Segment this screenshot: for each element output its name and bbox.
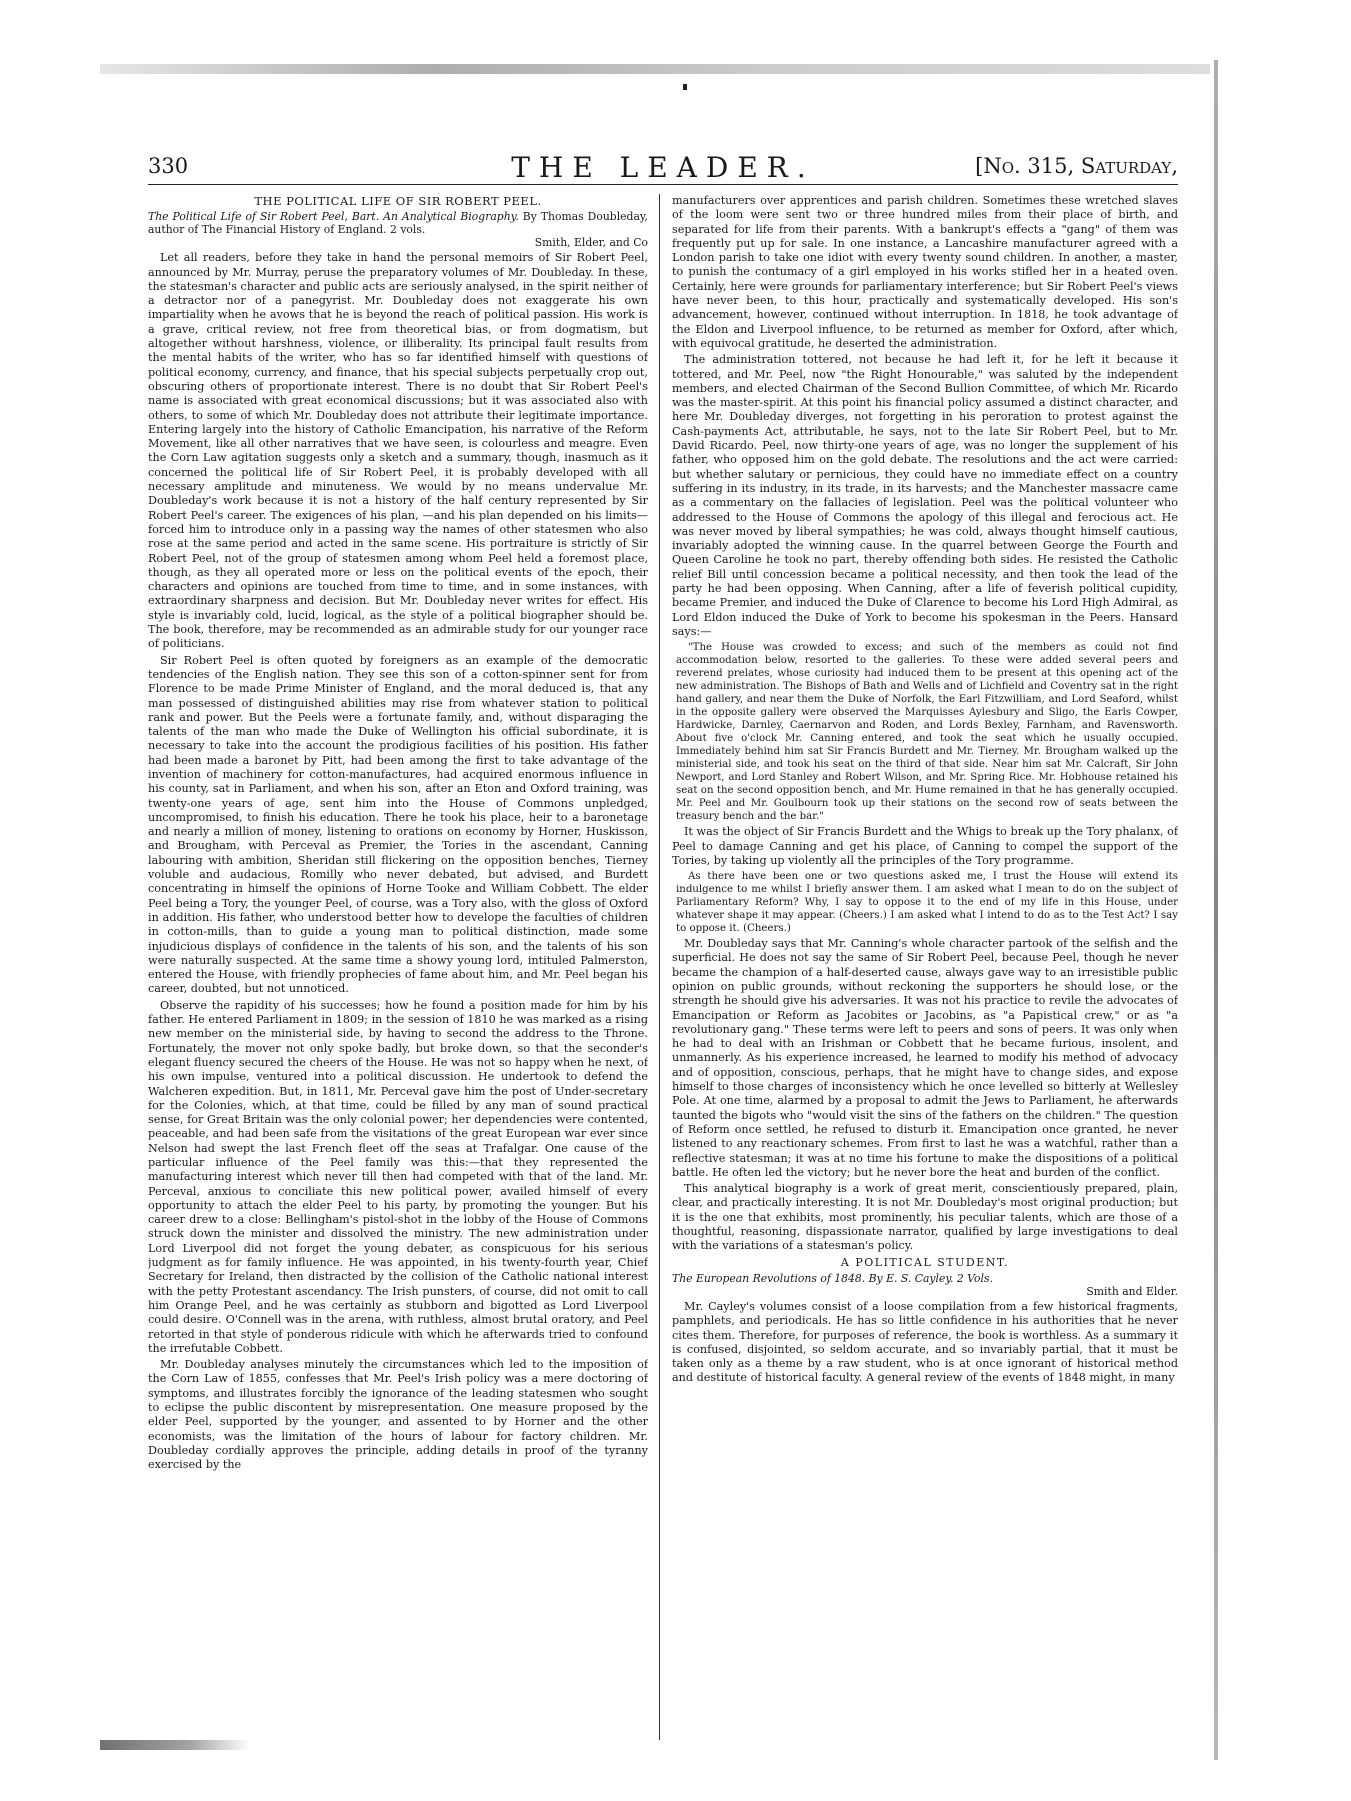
page-number: 330 [148, 154, 189, 178]
article-paragraph: Let all readers, before they take in hand the personal memoirs of Sir Robert Peel, announced by Mr. Murray, peruse the preparatory volumes of Mr. Doubleday. In these, the statesman's character and public acts are seriously analysed, in the spirit neither of a detractor nor of a panegyrist. Mr. Doubleday does not exaggerate his own impartiality when he avows that he is beyond the reach of political passion. His work is a grave, critical review, not free from theoretical bias, or from dogmatism, but altogether without harshness, violence, or illiberality. Its principal fault results from the mental habits of the writer, who has so far identified himself with questions of political economy, currency, and finance, that his special subjects perpetually crop out, obscuring others of proportionate interest. There is no doubt that Sir Robert Peel's name is associated with great economical discussions; but it was associated also with others, to some of which Mr. Doubleday does not attribute their legitimate importance. Entering largely into the history of Catholic Emancipation, his narrative of the Reform Movement, like all other narratives that we have seen, is colourless and meagre. Even the Corn Law agitation suggests only a sketch and a summary, though, inasmuch as it concerned the political life of Sir Robert Peel, it is probably developed with all necessary amplitude and minuteness. We would by no means undervalue Mr. Doubleday's work because it is not a history of the half century represented by Sir Robert Peel's career. The exigences of his plan, —and his plan depended on his limits—forced him to introduce only in a passing way the names of other statesmen who also rose at the same period and acted in the same scene. His portraiture is strictly of Sir Robert Peel, not of the group of statesmen among whom Peel held a foremost place, though, as they all operated more or less on the political events of the epoch, their characters and opinions are touched from time to time, and in some instances, with extraordinary sharpness and decision. But Mr. Doubleday never writes for effect. His style is invariably cold, lucid, logical, as the style of a political biographer should be. The book, therefore, may be recommended as an admirable study for our younger race of politicians. [148, 251, 648, 651]
article-paragraph: Mr. Doubleday says that Mr. Canning's whole character partook of the selfish and the superficial. He does not say the same of Sir Robert Peel, because Peel, though he never became the champion of a half-deserted cause, always gave way to an irresistible public opinion on public grounds, without reckoning the supporters he should lose, or the strength he should give his adversaries. It was not his practice to revile the advocates of Emancipation or Reform as Jacobites or Jacobins, as "a Papistical crew," or as "a revolutionary gang." These terms were left to peers and sons of peers. It was only when he had to deal with an Irishman or Cobbett that he became furious, insolent, and unmannerly. As his experience increased, he learned to modify his method of advocacy and of opposition, conscious, perhaps, that he might have to change sides, and expose himself to those charges of inconsistency which he once levelled so bitterly at Wellesley Pole. At one time, alarmed by a proposal to admit the Jews to Parliament, he afterwards taunted the bigots who "would visit the sins of the fathers on the children." The question of Reform once settled, he refused to disturb it. Emancipation once granted, he never listened to any reactionary schemes. From first to last he was a watchful, rather than a reflective statesman; it was at no time his fortune to make the dispositions of a political battle. He often led the victory; but he never bore the heat and burden of the conflict. [672, 937, 1178, 1179]
column-divider [659, 194, 660, 1740]
article-paragraph-2: Mr. Cayley's volumes consist of a loose compilation from a few historical fragments, pamphlets, and periodicals. He has so little confidence in his authorities that he never cites them. Therefore, for purposes of reference, the book is worthless. As a summary it is confused, disjointed, so seldom accurate, and so invariably partial, that it must be taken only as a theme by a raw student, who is at once ignorant of historical method and destitute of historical faculty. A general review of the events of 1848 might, in many [672, 1299, 1178, 1385]
article-paragraph: Observe the rapidity of his successes; how he found a position made for him by his father. He entered Parliament in 1809; in the session of 1810 he was marked as a rising new member on the ministerial side, by having to second the address to the Throne. Fortunately, the mover not only spoke badly, but broke down, so that the seconder's elegant fluency secured the cheers of the House. He was not so happy when he next, of his own impulse, ventured into a political discussion. He undertook to defend the Walcheren expedition. But, in 1811, Mr. Perceval gave him the post of Under-secretary for the Colonies, which, at that time, could be filled by any man of sound practical sense, for Great Britain was the only colonial power; her dependencies were contented, peaceable, and had been safe from the visitations of the great European war ever since Nelson had swept the last French fleet off the seas at Trafalgar. One cause of the particular influence of the Peel family was this:—that they represented the manufacturing interest which never till then had competed with that of the land. Mr. Perceval, anxious to conciliate this new political power, availed himself of every opportunity to attach the elder Peel to his party, by promoting the younger. But his career drew to a close: Bellingham's pistol-shot in the lobby of the House of Commons struck down the minister and dissolved the ministry. The new administration under Lord Liverpool did not forget the young debater, as conspicuous for his serious judgment as for family influence. He was appointed, in his twenty-fourth year, Chief Secretary for Ireland, then distracted by the collision of the Catholic national interest with the petty Protestant ascendancy. The Irish punsters, of course, did not omit to call him Orange Peel, and he was certainly as stubborn and bigotted as Lord Liverpool could desire. O'Connell was in the arena, with ruthless, almost brutal oratory, and Peel retorted in that style of ponderous ridicule with which he afterwards tried to confound the irrefutable Cobbett. [148, 998, 648, 1355]
book-citation-2 [672, 1272, 1178, 1298]
article-paragraph: The administration tottered, not because he had left it, for he left it because it tottered, and Mr. Peel, now "the Right Honourable," was saluted by the independent members, and elected Chairman of the Second Bullion Committee, of which Mr. Ricardo was the master-spirit. At this point his financial policy assumed a distinct character, and here Mr. Doubleday diverges, not forgetting in his peroration to protest against the Cash-payments Act, attributable, he says, not to the late Sir Robert Peel, but to Mr. David Ricardo. Peel, now thirty-one years of age, was no longer the supplement of his father, who opposed him on the gold debate. The resolutions and the act were carried: but whether salutary or pernicious, they could have no immediate effect on a country suffering in its industry, in its trade, in its harvests; and the Manchester massacre came as a commentary on the fallacies of legislation. Peel was the political volunteer who addressed to the House of Commons the apology of this illegal and ferocious act. He was never moved by liberal sympathies; he was cold, always thought himself cautious, invariably adopted the winning cause. In the quarrel between George the Fourth and Queen Caroline he took no part, thereby offending both sides. He resisted the Catholic relief Bill until concession became a political necessity, and then took the lead of the party he had been opposing. When Canning, after a life of feverish political cupidity, became Premier, and induced the Duke of Clarence to become his Lord High Admiral, as Lord Eldon induced the Duke of York to become his spokesman in the Peers. Hansard says:— [672, 353, 1178, 638]
right-column [672, 194, 1178, 1740]
issue-number: [No. 315, Saturday, [975, 154, 1178, 178]
speech-quote: As there have been one or two questions asked me, I trust the House will extend its indulgence to me whilst I briefly answer them. I am asked what I mean to do on the subject of Parliamentary Reform? Why, I say to oppose it to the end of my life in this House, under whatever shape it may appear. (Cheers.) I am asked what I intend to do as to the Test Act? I say to oppose it. (Cheers.) [676, 871, 1178, 935]
scan-smudge [100, 1740, 250, 1750]
masthead [148, 150, 1178, 185]
hansard-quote: "The House was crowded to excess; and such of the members as could not find accommodation below, resorted to the galleries. To these were added several peers and reverend prelates, whose curiosity had induced them to be present at this opening act of the new administration. The Bishops of Bath and Wells and of Lichfield and Coventry sat in the right hand gallery, and near them the Duke of Norfolk, the Earl Fitzwilliam, and Lord Seaford, whilst in the opposite gallery were observed the Marquisses Aylesbury and Sligo, the Earls Cowper, Hardwicke, Darnley, Caernarvon and Roden, and Lords Bexley, Farnham, and Ravensworth. About five o'clock Mr. Canning entered, and took the seat which he usually occupied. Immediately behind him sat Sir Francis Burdett and Mr. Tierney. Mr. Brougham walked up the ministerial side, and took his seat on the third of that side. Near him sat Mr. Calcraft, Sir John Newport, and Lord Stanley and Robert Wilson, and Mr. Spring Rice. Mr. Hobhouse retained his seat on the second opposition bench, and Mr. Hume remained in that he has generally occupied. Mr. Peel and Mr. Goulbourn took up their stations on the second row of seats between the treasury bench and the bar." [676, 642, 1178, 823]
book-author: By Thomas Doubleday, author of The Financial History of England. 2 vols. [148, 210, 648, 237]
newspaper-title: THE LEADER. [511, 151, 815, 184]
book-citation [148, 210, 648, 249]
article-paragraph: Mr. Doubleday analyses minutely the circumstances which led to the imposition of the Corn Law of 1855, confesses that Mr. Peel's Irish policy was a mere doctoring of symptoms, and illustrates forcibly the ignorance of the leading statesmen who sought to eclipse the public discontent by misrepresentation. One measure proposed by the elder Peel, supported by the younger, and assented to by Horner and the other economists, was the limitation of the hours of labour for factory children. Mr. Doubleday cordially approves the principle, adding details in proof of the tyranny exercised by the [148, 1358, 648, 1472]
page-edge-shadow [1214, 60, 1218, 1760]
book-publisher-2: Smith and Elder. [1086, 1284, 1178, 1298]
newspaper-page [148, 150, 1178, 1740]
scan-edge-band [100, 64, 1210, 74]
left-column [148, 194, 648, 1740]
book-title: The Political Life of Sir Robert Peel, Bart. An Analytical Biography. [148, 210, 519, 224]
book-publisher: Smith, Elder, and Co [534, 236, 648, 250]
article-paragraph: Sir Robert Peel is often quoted by foreigners as an example of the democratic tendencies of the English nation. They see this son of a cotton-spinner sent for from Florence to be made Prime Minister of England, and the moral deduced is, that any man possessed of distinguished abilities may rise from whatever station to political rank and power. But the Peels were a fortunate family, and, without disparaging the talents of the man who made the Duke of Wellington his official subordinate, it is necessary to take into the account the prodigious facilities of his position. His father had been made a baronet by Pitt, had been among the first to take advantage of the invention of machinery for cotton-manufactures, had acquired enormous influence in his county, sat in Parliament, and when his son, after an Eton and Oxford training, was twenty-one years of age, sent him into the House of Commons unpledged, uncompromised, to finish his education. There he took his place, heir to a baronetage and nearly a million of money, listening to orations on economy by Horner, Huskisson, and Brougham, with Perceval as Premier, the Tories in the ascendant, Canning labouring with ambition, Sheridan still flickering on the opposition benches, Tierney voluble and audacious, Romilly who never debated, but advised, and Burdett concentrating in himself the opinions of Horne Tooke and William Cobbett. The elder Peel being a Tory, the younger Peel, of course, was a Tory also, with the gloss of Oxford in addition. His father, who understood better how to develope the faculties of children in cotton-mills, than to guide a young man to political distinction, made some injudicious displays of confidence in the talents of his son, and the talents of his son were naturally suspected. At the same time a showy young lord, intituled Palmerston, entered the House, with friendly prophecies of fame about him, and Mr. Peel began his career, doubted, but not unnoticed. [148, 653, 648, 996]
book-title-2: The European Revolutions of 1848. By E. S. Cayley. 2 Vols. [672, 1271, 993, 1285]
article-paragraph: This analytical biography is a work of great merit, conscientiously prepared, plain, clear, and practically interesting. It is not Mr. Doubleday's most original production; but it is the one that exhibits, most prominently, his peculiar talents, which are those of a thoughtful, reasoning, dispassionate narrator, qualified by large investigations to deal with the variations of a statesman's policy. [672, 1182, 1178, 1253]
article-paragraph: It was the object of Sir Francis Burdett and the Whigs to break up the Tory phalanx, of Peel to damage Canning and get his place, of Canning to compel the support of the Tories, by taking up violently all the principles of the Tory programme. [672, 825, 1178, 867]
article-heading-2: A POLITICAL STUDENT. [840, 1255, 1010, 1269]
article-heading: THE POLITICAL LIFE OF SIR ROBERT PEEL. [254, 194, 542, 208]
scan-mark [683, 84, 687, 90]
article-paragraph: manufacturers over apprentices and parish children. Sometimes these wretched slaves of the loom were sent two or three hundred miles from their place of birth, and separated for life from their parents. With a bankrupt's effects a "gang" of them was frequently put up for sale. In one instance, a Lancashire manufacturer agreed with a London parish to take one idiot with every twenty sound children. In another, a master, to punish the contumacy of a girl employed in his works stifled her in a heated oven. Certainly, here were grounds for parliamentary interference; but Sir Robert Peel's views have never been, to this hour, practically and systematically developed. His son's advancement, however, continued without interruption. In 1818, he took advantage of the Eldon and Liverpool influence, to be returned as member for Oxford, after which, with equivocal gratitude, he deserted the administration. [672, 194, 1178, 350]
